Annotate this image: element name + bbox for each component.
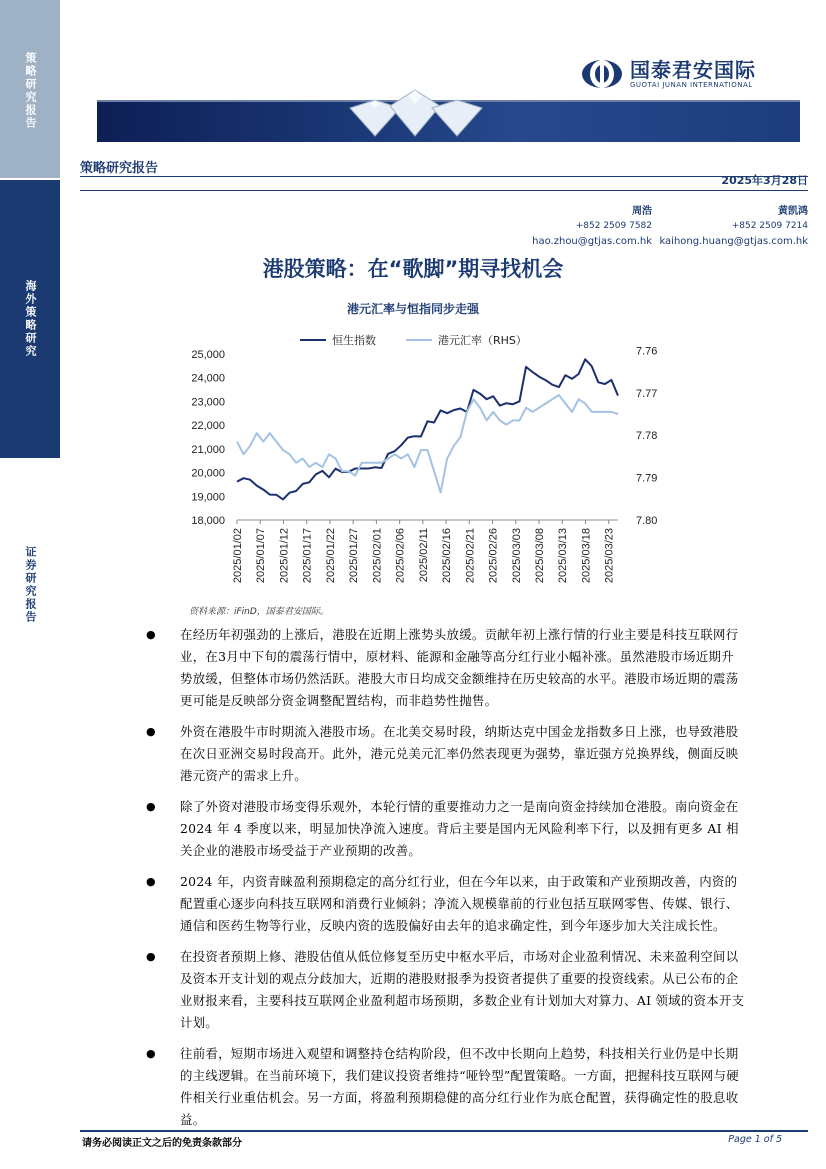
x-tick-label: 2025/03/03 [510, 528, 523, 584]
x-tick-label: 2025/02/16 [441, 528, 454, 584]
bullet-text: 除了外资对港股市场变得乐观外，本轮行情的重要推动力之一是南向资金持续加仓港股。南向资金在 2024 年 4 季度以来，明显加快净流入速度。背后主要是国内无风险利率下行，以及拥有更多 AI 相关企业的港股市场受益于产业预期的改善。 [180, 799, 739, 858]
bullet-dot-icon: ● [146, 1047, 156, 1060]
x-tick-label: 2025/01/17 [301, 528, 314, 584]
sidebar-bottom-band [0, 460, 60, 1169]
legend-label: 港元汇率（RHS） [438, 334, 527, 347]
left-sidebar [0, 0, 60, 1169]
author-name: 周浩 [632, 206, 652, 217]
page-number: Page 1 of 5 [728, 1134, 782, 1145]
bullet-dot-icon: ● [146, 800, 156, 813]
bullet-item [146, 871, 746, 937]
x-tick-label: 2025/01/27 [348, 528, 361, 584]
footer-disclaimer: 请务必阅读正文之后的免责条款部分 [82, 1138, 242, 1149]
author-block-2 [659, 204, 808, 249]
sidebar-top-label: 策略研究报告 [24, 52, 37, 130]
author-block-1 [532, 204, 652, 249]
sidebar-top-band [0, 0, 60, 178]
x-tick-label: 2025/02/11 [417, 528, 430, 583]
legend-label: 恒生指数 [332, 334, 376, 347]
bullet-text: 在经历年初强劲的上涨后，港股在近期上涨势头放缓。贡献年初上涨行情的行业主要是科技互联网行业，在3月中下旬的震荡行情中，原材料、能源和金融等高分红行业小幅补涨。虽然港股市场近期升势放缓，但整体市场仍然活跃。港股大市日均成交金额维持在历史较高的水平。港股市场近期的震荡更可能是反映部分资金调整配置结构，而非趋势性抛售。 [180, 627, 739, 708]
logo-en-text: GUOTAI JUNAN INTERNATIONAL [630, 80, 753, 89]
y-left-tick-label: 19,000 [191, 491, 225, 504]
bullet-text: 外资在港股牛市时期流入港股市场。在北美交易时段，纳斯达克中国金龙指数多日上涨，也导致港股在次日亚洲交易时段高开。此外，港元兑美元汇率仍然表现更为强势，靠近强方兑换界线，侧面反映港元资产的需求上升。 [180, 724, 739, 783]
logo-mark-icon [580, 58, 624, 90]
x-tick-label: 2025/02/21 [464, 528, 477, 584]
y-right-tick-label: 7.79 [636, 472, 658, 485]
author-phone: +852 2509 7214 [731, 221, 808, 231]
footer-rule [80, 1130, 808, 1132]
x-tick-label: 2025/01/22 [324, 528, 337, 584]
hsi-hkd-line-chart [150, 320, 670, 610]
x-tick-label: 2025/02/06 [394, 528, 407, 584]
x-tick-label: 2025/03/13 [557, 528, 570, 584]
bullet-dot-icon: ● [146, 628, 156, 641]
report-date: 2025年3月28日 [721, 174, 808, 187]
diamond-gems-icon [320, 78, 510, 138]
x-tick-label: 2025/03/23 [603, 528, 616, 584]
bullet-text: 往前看，短期市场进入观望和调整持仓结构阶段，但不改中长期向上趋势，科技相关行业仍是中长期的主线逻辑。在当前环境下，我们建议投资者维持“哑铃型”配置策略。一方面，把握科技互联网与硬件相关行业重估机会。另一方面，将盈利预期稳健的高分红行业作为底仓配置，获得确定性的股息收益。 [180, 1046, 739, 1127]
y-right-tick-label: 7.77 [636, 387, 658, 400]
y-right-tick-label: 7.78 [636, 430, 658, 443]
y-right-tick-label: 7.76 [636, 345, 658, 358]
y-right-tick-label: 7.80 [636, 515, 658, 527]
author-phone: +852 2509 7582 [575, 221, 652, 231]
x-tick-label: 2025/01/12 [278, 528, 291, 584]
x-tick-label: 2025/03/18 [580, 528, 593, 584]
bullet-item [146, 796, 746, 862]
y-left-tick-label: 25,000 [191, 348, 225, 361]
y-left-tick-label: 22,000 [191, 420, 225, 433]
bullet-item [146, 721, 746, 787]
bullet-dot-icon: ● [146, 950, 156, 963]
author-name: 黄凯鸿 [778, 206, 808, 217]
x-tick-label: 2025/01/02 [232, 528, 244, 584]
y-left-tick-label: 18,000 [191, 515, 225, 527]
report-title: 港股策略：在“歌脚”期寻找机会 [262, 257, 564, 281]
bullet-item [146, 1043, 746, 1131]
bullet-dot-icon: ● [146, 725, 156, 738]
chart-source: 资料来源：iFinD，国泰君安国际。 [189, 607, 329, 617]
x-tick-label: 2025/02/26 [487, 528, 500, 584]
chart-title: 港元汇率与恒指同步走强 [346, 302, 479, 316]
author-email[interactable]: kaihong.huang@gtjas.com.hk [659, 236, 808, 247]
date-rule [80, 190, 808, 191]
bullet-list [146, 624, 746, 1140]
sidebar-mid-band [0, 180, 60, 458]
series-line-2 [237, 395, 618, 493]
bullet-dot-icon: ● [146, 875, 156, 888]
bullet-text: 在投资者预期上修、港股估值从低位修复至历史中枢水平后，市场对企业盈利情况、未来盈利空间以及资本开支计划的观点分歧加大，近期的港股财报季为投资者提供了重要的投资线索。从已公布的企业财报来看，主要科技互联网企业盈利超市场预期，多数企业有计划加大对算力、AI 领域的资本开支计划。 [180, 949, 745, 1030]
sidebar-mid-label: 海外策略研究 [24, 280, 37, 358]
logo-cn-text: 国泰君安国际 [630, 57, 756, 82]
y-left-tick-label: 21,000 [191, 443, 225, 456]
header-rule [80, 176, 808, 177]
bullet-item [146, 624, 746, 712]
author-email[interactable]: hao.zhou@gtjas.com.hk [532, 236, 652, 247]
x-tick-label: 2025/02/01 [371, 528, 384, 584]
x-tick-label: 2025/01/07 [255, 528, 268, 584]
section-label: 策略研究报告 [80, 161, 159, 176]
bullet-text: 2024 年，内资青睐盈利预期稳定的高分红行业，但在今年以来，由于政策和产业预期改善，内资的配置重心逐步向科技互联网和消费行业倾斜；净流入规模靠前的行业包括互联网零售、传媒、银行、通信和医药生物等行业，反映内资的选股偏好由去年的追求确定性，到今年逐步加大关注成长性。 [180, 874, 739, 933]
y-left-tick-label: 20,000 [191, 467, 225, 480]
sidebar-bottom-label: 证券研究报告 [24, 546, 37, 624]
x-tick-label: 2025/03/08 [534, 528, 547, 584]
company-logo [580, 58, 756, 90]
y-left-tick-label: 24,000 [191, 372, 225, 385]
series-line-1 [237, 359, 618, 499]
y-left-tick-label: 23,000 [191, 396, 225, 409]
bullet-item [146, 946, 746, 1034]
